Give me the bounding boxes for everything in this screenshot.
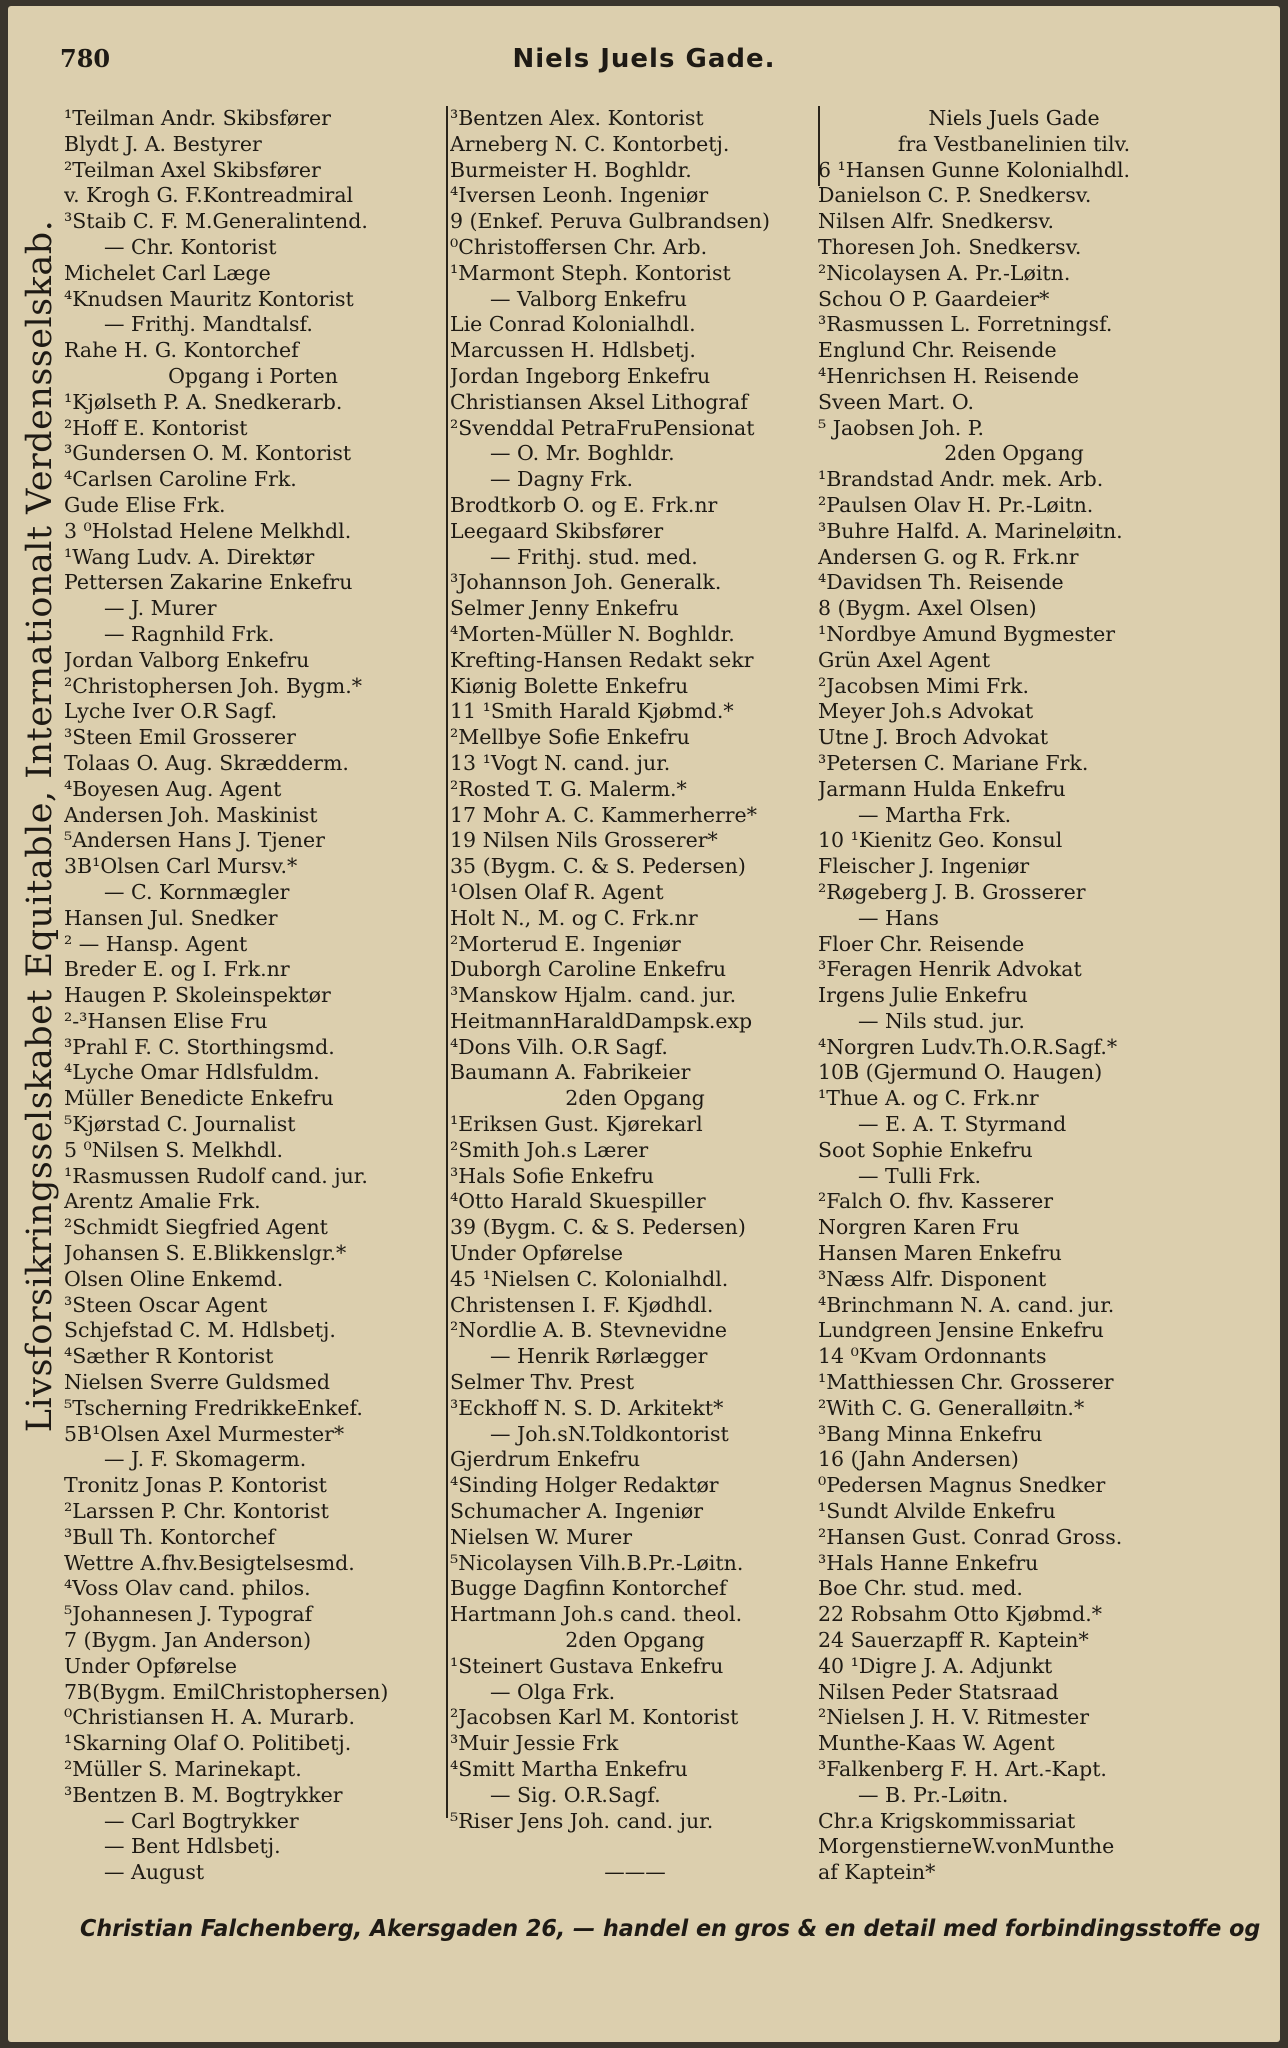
directory-entry: — Dagny Frk.: [490, 467, 634, 492]
directory-entry: ³Gundersen O. M. Kontorist: [64, 441, 352, 466]
directory-entry: ¹Thue A. og C. Frk.nr: [818, 1086, 1039, 1111]
directory-entry: ³Steen Emil Grosserer: [64, 725, 296, 750]
directory-entry: 9 (Enkef. Peruva Gulbrandsen): [450, 209, 770, 234]
directory-entry: — J. F. Skomagerm.: [104, 1447, 307, 1472]
directory-entry: ²Røgeberg J. B. Grosserer: [818, 879, 1086, 904]
directory-entry: ⁴Davidsen Th. Reisende: [818, 570, 1064, 595]
directory-entry: ²Nordlie A. B. Stevnevidne: [450, 1318, 728, 1343]
directory-entry: ⁴Brinchmann N. A. cand. jur.: [818, 1292, 1115, 1317]
directory-entry: ¹Marmont Steph. Kontorist: [450, 260, 731, 285]
directory-entry: — Martha Frk.: [858, 802, 1012, 827]
directory-entry: ²Mellbye Sofie Enkefru: [450, 725, 690, 750]
directory-entry: Blydt J. A. Bestyrer: [64, 131, 262, 156]
side-advertisement-text: Livsforsikringsselskabet Equitable, Internationalt Verdensselskab.: [20, 219, 60, 1433]
directory-entry: ⁴Knudsen Mauritz Kontorist: [64, 286, 354, 311]
directory-entry: ⁴Smitt Martha Enkefru: [450, 1757, 688, 1781]
column-divider: [446, 106, 448, 1818]
directory-entry: Hansen Maren Enkefru: [818, 1241, 1062, 1266]
directory-entry: ³Bang Minna Enkefru: [818, 1421, 1043, 1446]
directory-entry: ⁰Pedersen Magnus Snedker: [818, 1473, 1106, 1498]
directory-entry: ²Müller S. Marinekapt.: [64, 1757, 302, 1781]
directory-entry: ²Jacobsen Karl M. Kontorist: [450, 1705, 739, 1730]
directory-entry: ³Rasmussen L. Forretningsf.: [818, 312, 1113, 337]
directory-entry: Leegaard Skibsfører: [450, 518, 664, 543]
directory-entry: 13 ¹Vogt N. cand. jur.: [450, 750, 671, 775]
directory-entry: 3 ⁰Holstad Helene Melkhdl.: [64, 518, 352, 543]
directory-entry: ¹Sundt Alvilde Enkefru: [818, 1499, 1056, 1524]
directory-entry: Olsen Oline Enkemd.: [64, 1266, 284, 1291]
directory-entry: 3B¹Olsen Carl Mursv.*: [64, 854, 298, 879]
directory-entry: Selmer Thv. Prest: [450, 1370, 635, 1395]
directory-entry: ⁴Morten-Müller N. Boghldr.: [450, 621, 735, 646]
directory-entry: Danielson C. P. Snedkersv.: [818, 183, 1092, 208]
directory-entry: Soot Sophie Enkefru: [818, 1137, 1033, 1162]
directory-entry: Meyer Joh.s Advokat: [818, 699, 1034, 724]
directory-entry: Gude Elise Frk.: [64, 492, 226, 517]
directory-entry: Michelet Carl Læge: [64, 260, 271, 285]
directory-entry: ⁵Andersen Hans J. Tjener: [64, 828, 325, 853]
directory-entry: MorgenstierneW.vonMunthe: [818, 1834, 1115, 1859]
directory-entry: Krefting-Hansen Redakt sekr: [450, 647, 754, 672]
directory-entry: Lundgreen Jensine Enkefru: [818, 1318, 1104, 1343]
directory-entry: ⁵ Jaobsen Joh. P.: [818, 415, 984, 440]
directory-entry: ³Manskow Hjalm. cand. jur.: [450, 983, 737, 1008]
directory-entry: ³Hals Hanne Enkefru: [818, 1550, 1039, 1575]
directory-entry: Christiansen Aksel Lithograf: [450, 389, 748, 414]
directory-entry: ¹Eriksen Gust. Kjørekarl: [450, 1112, 703, 1137]
directory-entry: 2den Opgang: [565, 1628, 705, 1653]
directory-entry: ²With C. G. Generalløitn.*: [818, 1395, 1085, 1420]
directory-column-2: [450, 106, 820, 1886]
directory-entry: Kiønig Bolette Enkefru: [450, 673, 689, 698]
directory-entry: Schjefstad C. M. Hdlsbetj.: [64, 1318, 336, 1343]
directory-entry: Sveen Mart. O.: [818, 389, 975, 414]
directory-entry: Grün Axel Agent: [818, 647, 991, 672]
directory-entry: ³Prahl F. C. Storthingsmd.: [64, 1034, 335, 1059]
directory-entry: ¹Rasmussen Rudolf cand. jur.: [64, 1163, 368, 1188]
directory-entry: Tolaas O. Aug. Skrædderm.: [64, 750, 349, 775]
directory-entry: — Chr. Kontorist: [104, 234, 277, 259]
directory-entry: ⁴Otto Harald Skuespiller: [450, 1189, 706, 1214]
directory-entry: Under Opførelse: [450, 1241, 624, 1266]
directory-entry: Jordan Valborg Enkefru: [64, 647, 310, 672]
directory-entry: ²Smith Joh.s Lærer: [450, 1137, 649, 1162]
directory-entry: ³Buhre Halfd. A. Marineløitn.: [818, 518, 1123, 543]
directory-entry: ———: [604, 1860, 666, 1885]
directory-entry: ⁵Kjørstad C. Journalist: [64, 1112, 296, 1137]
directory-entry: ⁴Dons Vilh. O.R Sagf.: [450, 1034, 668, 1059]
directory-entry: ³Johannson Joh. Generalk.: [450, 570, 722, 595]
directory-entry: 2den Opgang: [565, 1086, 705, 1111]
directory-entry: Schou O P. Gaardeier*: [818, 286, 1050, 311]
directory-entry: ³Petersen C. Mariane Frk.: [818, 750, 1089, 775]
directory-entry: — Olga Frk.: [490, 1679, 616, 1704]
directory-entry: 39 (Bygm. C. & S. Pedersen): [450, 1215, 746, 1240]
directory-entry: Under Opførelse: [64, 1653, 238, 1678]
directory-entry: Selmer Jenny Enkefru: [450, 596, 679, 621]
directory-entry: Nilsen Peder Statsraad: [818, 1679, 1059, 1704]
directory-entry: [450, 1834, 820, 1860]
directory-entry: — Carl Bogtrykker: [104, 1808, 299, 1833]
directory-entry: ²Paulsen Olav H. Pr.-Løitn.: [818, 492, 1094, 517]
directory-column-1: [64, 106, 442, 1886]
directory-entry: ³Bull Th. Kontorchef: [64, 1524, 276, 1549]
directory-entry: 6 ¹Hansen Gunne Kolonialhdl.: [818, 157, 1131, 182]
directory-entry: af Kaptein*: [818, 1860, 936, 1885]
directory-entry: Nielsen W. Murer: [450, 1524, 632, 1549]
directory-entry: 5B¹Olsen Axel Murmester*: [64, 1421, 345, 1446]
directory-entry: ³Bentzen Alex. Kontorist: [450, 106, 704, 130]
directory-entry: ²Larssen P. Chr. Kontorist: [64, 1499, 329, 1524]
directory-entry: Thoresen Joh. Snedkersv.: [818, 234, 1082, 259]
directory-entry: Gjerdrum Enkefru: [450, 1447, 641, 1472]
directory-entry: Christensen I. F. Kjødhdl.: [450, 1292, 714, 1317]
directory-entry: ⁴Lyche Omar Hdlsfuldm.: [64, 1060, 320, 1085]
directory-entry: ⁵Riser Jens Joh. cand. jur.: [450, 1808, 714, 1833]
directory-entry: Andersen G. og R. Frk.nr: [818, 544, 1079, 569]
directory-entry: — Frithj. stud. med.: [490, 544, 698, 569]
directory-entry: Opgang i Porten: [168, 363, 338, 388]
directory-entry: ²-³Hansen Elise Fru: [64, 1008, 268, 1033]
directory-entry: Chr.a Krigskommissariat: [818, 1808, 1076, 1833]
directory-entry: — Hans: [858, 905, 939, 930]
directory-entry: — Bent Hdlsbetj.: [104, 1834, 281, 1859]
directory-entry: Hansen Jul. Snedker: [64, 905, 278, 930]
page-title: Niels Juels Gade.: [512, 44, 776, 74]
directory-entry: 19 Nilsen Nils Grosserer*: [450, 828, 718, 853]
directory-entry: Lie Conrad Kolonialhdl.: [450, 312, 696, 337]
directory-entry: Wettre A.fhv.Besigtelsesmd.: [64, 1550, 355, 1575]
directory-entry: Arentz Amalie Frk.: [64, 1189, 261, 1214]
directory-entry: ² — Hansp. Agent: [64, 931, 248, 956]
side-advertisement: [20, 116, 60, 1536]
directory-entry: ⁰Christiansen H. A. Murarb.: [64, 1705, 355, 1730]
directory-entry: 14 ⁰Kvam Ordonnants: [818, 1344, 1047, 1369]
directory-entry: Johansen S. E.Blikkenslgr.*: [64, 1241, 347, 1266]
directory-entry: Utne J. Broch Advokat: [818, 725, 1049, 750]
directory-entry: ⁴Carlsen Caroline Frk.: [64, 467, 297, 492]
directory-entry: ¹Kjølseth P. A. Snedkerarb.: [64, 389, 343, 414]
directory-entry: Holt N., M. og C. Frk.nr: [450, 905, 698, 930]
directory-entry: ⁴Iversen Leonh. Ingeniør: [450, 183, 709, 208]
directory-entry: 35 (Bygm. C. & S. Pedersen): [450, 854, 746, 879]
directory-entry: Nilsen Alfr. Snedkersv.: [818, 209, 1054, 234]
directory-entry: v. Krogh G. F.Kontreadmiral: [64, 183, 354, 208]
directory-entry: — Valborg Enkefru: [490, 286, 687, 311]
directory-entry: ⁴Norgren Ludv.Th.O.R.Sagf.*: [818, 1034, 1118, 1059]
directory-entry: Fleischer J. Ingeniør: [818, 854, 1030, 879]
directory-entry: Jarmann Hulda Enkefru: [818, 776, 1066, 801]
directory-entry: ³Falkenberg F. H. Art.-Kapt.: [818, 1757, 1107, 1781]
directory-entry: — Tulli Frk.: [858, 1163, 982, 1188]
directory-entry: Munthe-Kaas W. Agent: [818, 1731, 1055, 1756]
directory-entry: ²Jacobsen Mimi Frk.: [818, 673, 1029, 698]
directory-entry: Bugge Dagfinn Kontorchef: [450, 1576, 727, 1601]
directory-entry: ²Falch O. fhv. Kasserer: [818, 1189, 1054, 1214]
directory-entry: — B. Pr.-Løitn.: [858, 1782, 1009, 1807]
directory-column-3: [818, 106, 1210, 1886]
directory-entry: ⁴Voss Olav cand. philos.: [64, 1576, 311, 1601]
directory-entry: 5 ⁰Nilsen S. Melkhdl.: [64, 1137, 284, 1162]
directory-entry: — August: [104, 1860, 205, 1885]
directory-entry: ¹Wang Ludv. A. Direktør: [64, 544, 315, 569]
directory-entry: ²Rosted T. G. Malerm.*: [450, 776, 687, 801]
directory-entry: ²Nicolaysen A. Pr.-Løitn.: [818, 260, 1071, 285]
directory-entry: ³Staib C. F. M.Generalintend.: [64, 209, 368, 234]
directory-entry: Baumann A. Fabrikeier: [450, 1060, 691, 1085]
directory-entry: 8 (Bygm. Axel Olsen): [818, 596, 1037, 621]
directory-entry: ³Næss Alfr. Disponent: [818, 1266, 1047, 1291]
directory-entry: Boe Chr. stud. med.: [818, 1576, 1023, 1601]
directory-entry: Englund Chr. Reisende: [818, 338, 1057, 363]
footer-advertisement: Christian Falchenberg, Akersgaden 26, — handel en gros & en detail med forbindingsstoffe og: [80, 1916, 1261, 1942]
directory-entry: ²Morterud E. Ingeniør: [450, 931, 681, 956]
directory-entry: 7B(Bygm. EmilChristophersen): [64, 1679, 389, 1704]
directory-entry: ¹Skarning Olaf O. Politibetj.: [64, 1731, 352, 1756]
directory-entry: ⁴Sinding Holger Redaktør: [450, 1473, 719, 1498]
directory-entry: ⁰Christoffersen Chr. Arb.: [450, 234, 708, 259]
directory-entry: ¹Teilman Andr. Skibsfører: [64, 106, 331, 130]
directory-entry: 45 ¹Nielsen C. Kolonialhdl.: [450, 1266, 729, 1291]
directory-entry: ³Steen Oscar Agent: [64, 1292, 268, 1317]
directory-entry: — J. Murer: [104, 596, 217, 621]
directory-entry: Rahe H. G. Kontorchef: [64, 338, 299, 363]
directory-entry: ³Bentzen B. M. Bogtrykker: [64, 1782, 343, 1807]
directory-entry: Müller Benedicte Enkefru: [64, 1086, 334, 1111]
directory-entry: — Frithj. Mandtalsf.: [104, 312, 313, 337]
directory-entry: ¹Steinert Gustava Enkefru: [450, 1653, 724, 1678]
directory-entry: Arneberg N. C. Kontorbetj.: [450, 131, 730, 156]
directory-entry: Floer Chr. Reisende: [818, 931, 1025, 956]
directory-entry: ¹Nordbye Amund Bygmester: [818, 621, 1116, 646]
directory-entry: — Nils stud. jur.: [858, 1008, 1025, 1033]
directory-entry: — Henrik Rørlægger: [490, 1344, 708, 1369]
directory-entry: ⁴Henrichsen H. Reisende: [818, 363, 1079, 388]
directory-entry: ²Christophersen Joh. Bygm.*: [64, 673, 362, 698]
directory-entry: — O. Mr. Boghldr.: [490, 441, 675, 466]
directory-entry: ³Hals Sofie Enkefru: [450, 1163, 654, 1188]
directory-entry: — Sig. O.R.Sagf.: [490, 1782, 661, 1807]
directory-entry: 24 Sauerzapff R. Kaptein*: [818, 1628, 1089, 1653]
directory-entry: ⁵Nicolaysen Vilh.B.Pr.-Løitn.: [450, 1550, 744, 1575]
directory-entry: Hartmann Joh.s cand. theol.: [450, 1602, 743, 1627]
directory-entry: — C. Kornmægler: [104, 879, 290, 904]
directory-entry: fra Vestbanelinien tilv.: [897, 131, 1131, 156]
directory-entry: Nielsen Sverre Guldsmed: [64, 1370, 331, 1395]
directory-entry: ³Eckhoff N. S. D. Arkitekt*: [450, 1395, 724, 1420]
directory-entry: HeitmannHaraldDampsk.exp: [450, 1008, 753, 1033]
directory-entry: — Ragnhild Frk.: [104, 621, 275, 646]
directory-entry: 40 ¹Digre J. A. Adjunkt: [818, 1653, 1053, 1678]
directory-entry: ¹Brandstad Andr. mek. Arb.: [818, 467, 1104, 492]
directory-entry: Marcussen H. Hdlsbetj.: [450, 338, 696, 363]
directory-entry: ²Schmidt Siegfried Agent: [64, 1215, 328, 1240]
directory-entry: — E. A. T. Styrmand: [858, 1112, 1067, 1137]
directory-entry: ⁵Johannesen J. Typograf: [64, 1602, 313, 1627]
directory-entry: 16 (Jahn Andersen): [818, 1447, 1019, 1472]
directory-entry: 11 ¹Smith Harald Kjøbmd.*: [450, 699, 734, 724]
directory-entry: ¹Matthiessen Chr. Grosserer: [818, 1370, 1114, 1395]
directory-entry: Duborgh Caroline Enkefru: [450, 957, 727, 982]
directory-entry: 2den Opgang: [944, 441, 1084, 466]
directory-entry: Haugen P. Skoleinspektør: [64, 983, 331, 1008]
directory-entry: Tronitz Jonas P. Kontorist: [64, 1473, 327, 1498]
directory-entry: ³Muir Jessie Frk: [450, 1731, 619, 1756]
directory-entry: ⁵Tscherning FredrikkeEnkef.: [64, 1395, 363, 1420]
directory-entry: Niels Juels Gade: [928, 106, 1100, 130]
directory-entry: Brodtkorb O. og E. Frk.nr: [450, 492, 718, 517]
directory-page: [8, 6, 1280, 2042]
directory-entry: Burmeister H. Boghldr.: [450, 157, 692, 182]
directory-entry: ²Hoff E. Kontorist: [64, 415, 248, 440]
directory-entry: 10 ¹Kienitz Geo. Konsul: [818, 828, 1063, 853]
directory-entry: 22 Robsahm Otto Kjøbmd.*: [818, 1602, 1103, 1627]
directory-entry: 10B (Gjermund O. Haugen): [818, 1060, 1103, 1085]
directory-entry: ⁴Boyesen Aug. Agent: [64, 776, 282, 801]
directory-entry: Pettersen Zakarine Enkefru: [64, 570, 353, 595]
directory-entry: ²Svenddal PetraFruPensionat: [450, 415, 755, 440]
directory-entry: ²Hansen Gust. Conrad Gross.: [818, 1524, 1123, 1549]
directory-entry: ²Teilman Axel Skibsfører: [64, 157, 321, 182]
directory-entry: Schumacher A. Ingeniør: [450, 1499, 704, 1524]
directory-entry: Lyche Iver O.R Sagf.: [64, 699, 278, 724]
directory-entry: Irgens Julie Enkefru: [818, 983, 1028, 1008]
page-number: 780: [60, 44, 111, 73]
directory-entry: ⁴Sæther R Kontorist: [64, 1344, 274, 1369]
directory-entry: Norgren Karen Fru: [818, 1215, 1020, 1240]
directory-entry: ¹Olsen Olaf R. Agent: [450, 879, 664, 904]
directory-entry: Andersen Joh. Maskinist: [64, 802, 318, 827]
directory-entry: ²Nielsen J. H. V. Ritmester: [818, 1705, 1090, 1730]
directory-entry: 7 (Bygm. Jan Anderson): [64, 1628, 312, 1653]
directory-entry: 17 Mohr A. C. Kammerherre*: [450, 802, 757, 827]
directory-entry: — Joh.sN.Toldkontorist: [490, 1421, 729, 1446]
directory-entry: Breder E. og I. Frk.nr: [64, 957, 290, 982]
directory-entry: Jordan Ingeborg Enkefru: [450, 363, 711, 388]
directory-entry: ³Feragen Henrik Advokat: [818, 957, 1082, 982]
